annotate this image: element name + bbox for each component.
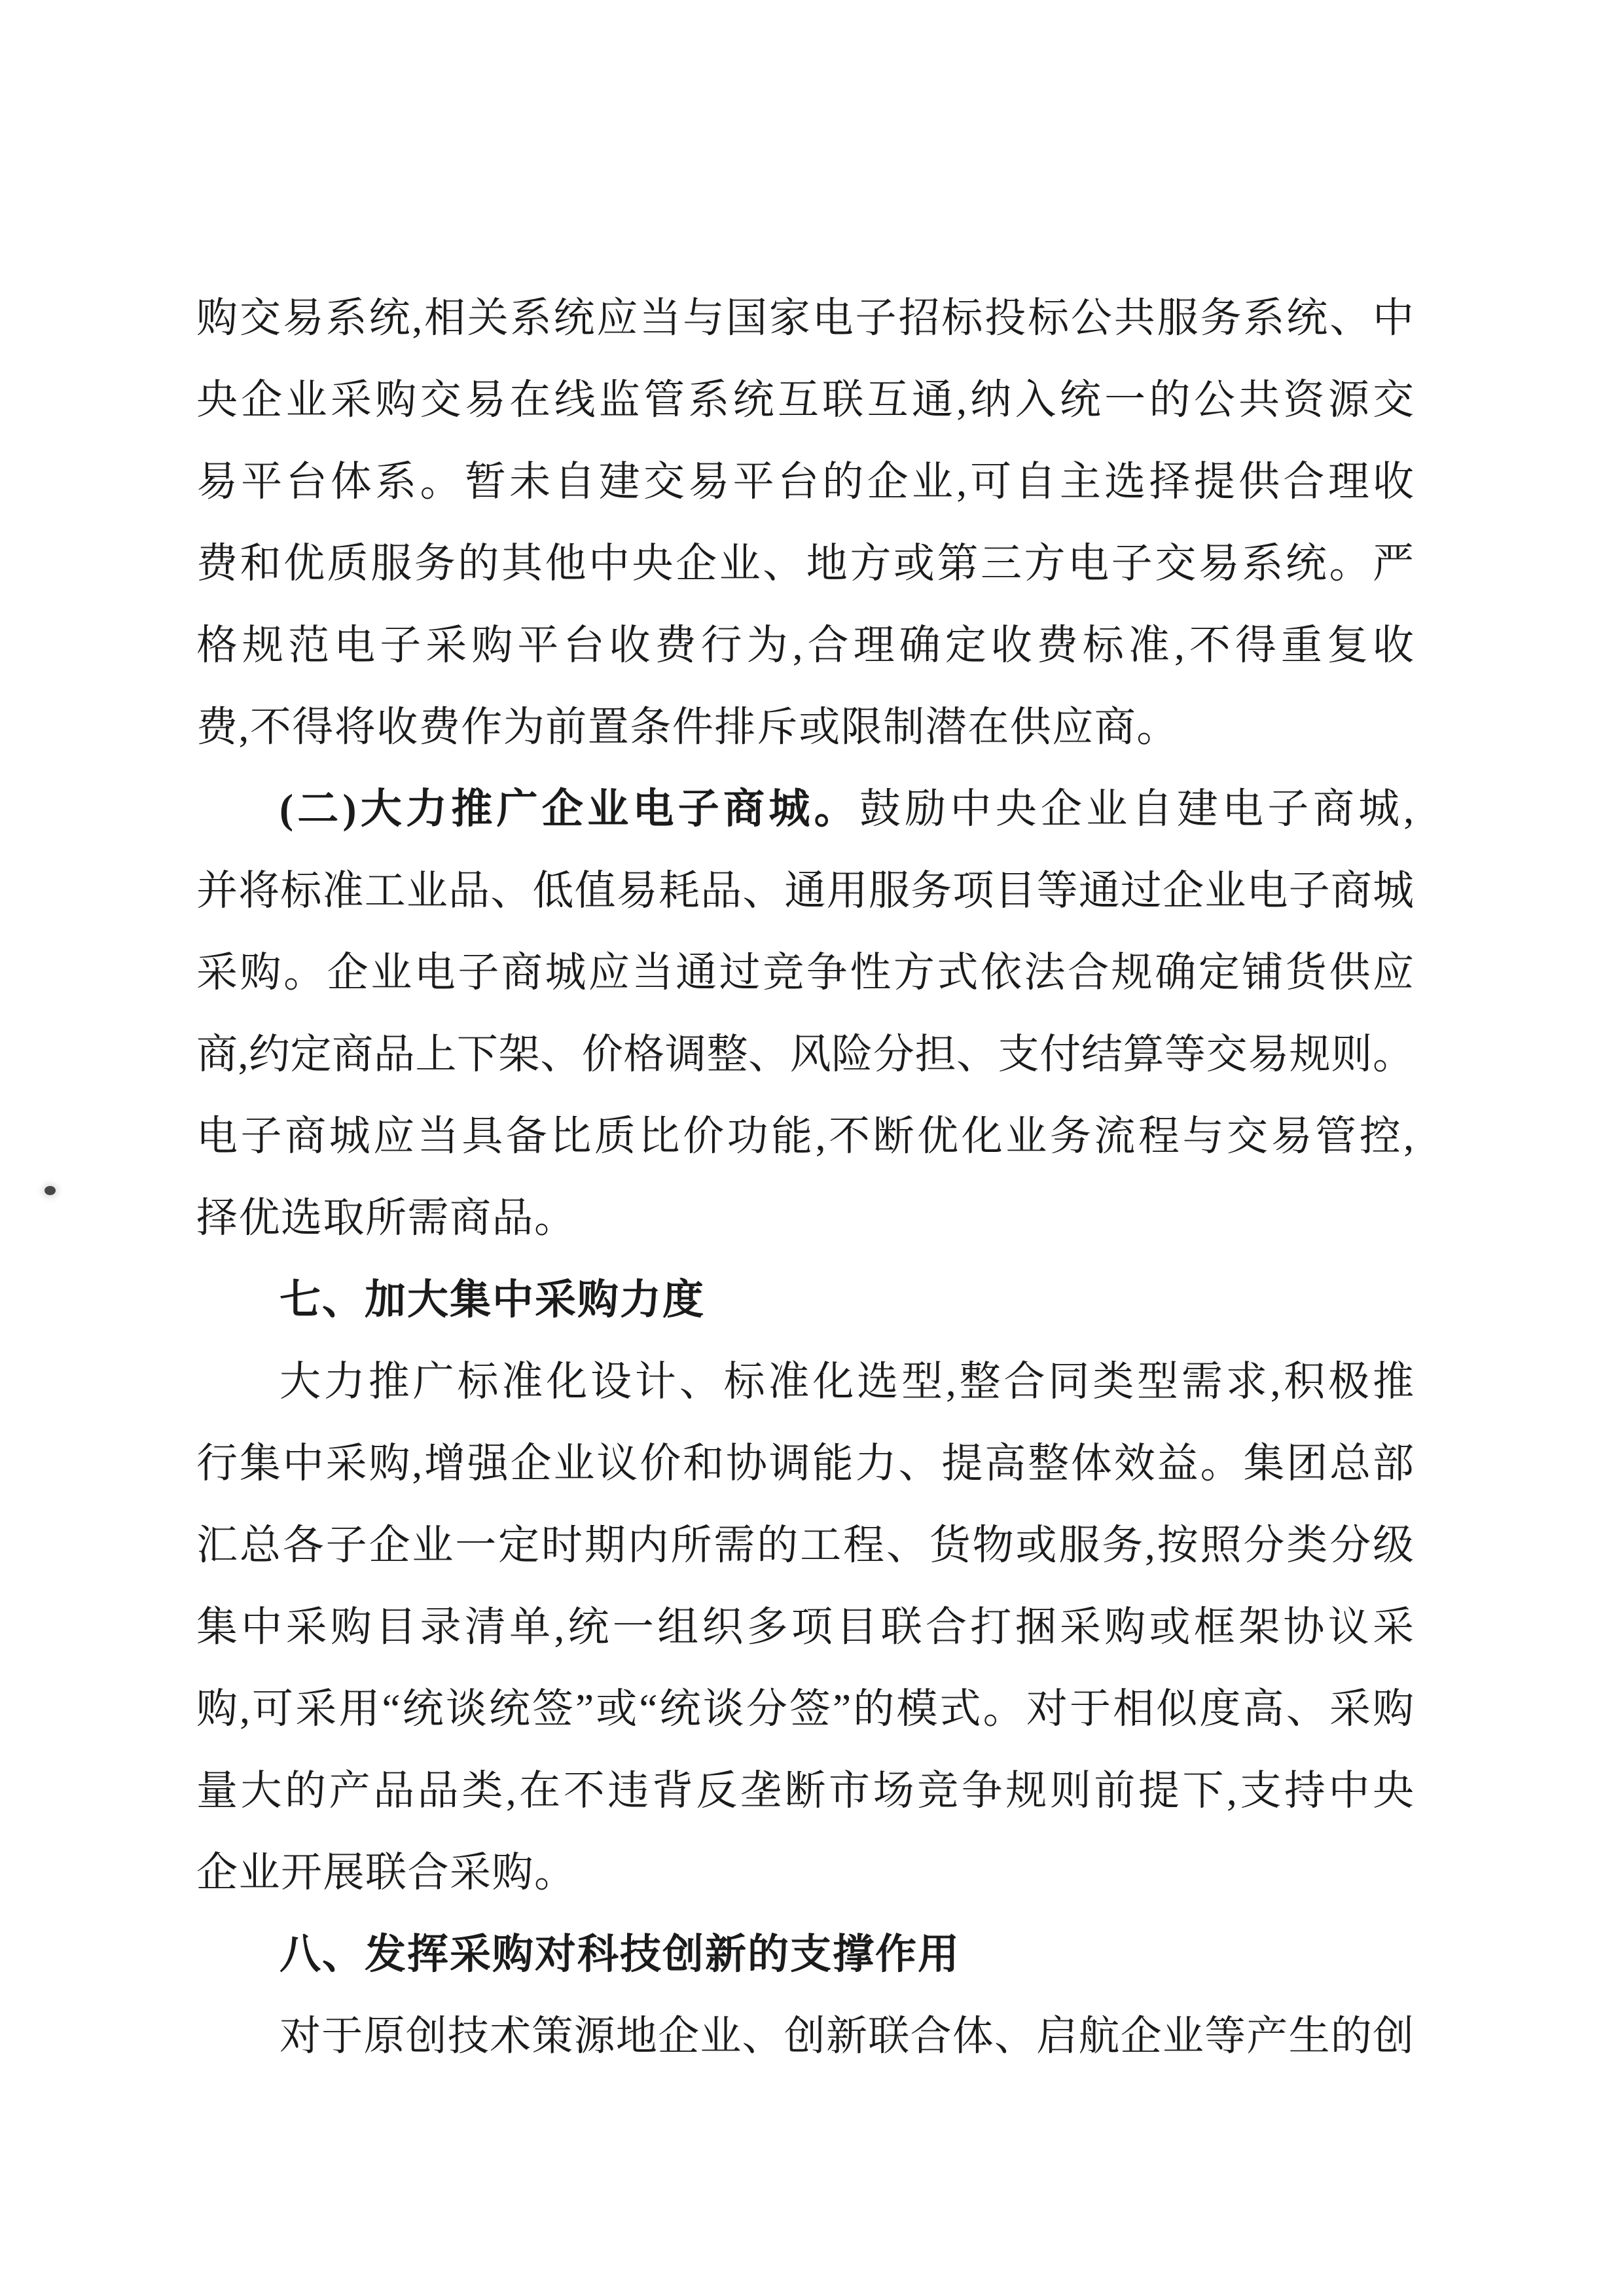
text-line: [196, 1750, 1414, 1832]
body-text: 商,约定商品上下架、价格调整、风险分担、支付结算等交易规则。: [196, 1031, 1414, 1077]
text-line: [196, 1996, 1414, 2077]
body-text: 对于原创技术策源地企业、创新联合体、启航企业等产生的创: [280, 2013, 1414, 2059]
text-line: [196, 359, 1414, 441]
text-line: [196, 523, 1414, 605]
body-text: 采购。企业电子商城应当通过竞争性方式依法合规确定铺货供应: [196, 950, 1414, 996]
text-line: [196, 278, 1414, 359]
text-line: [196, 1341, 1414, 1423]
body-text: 费,不得将收费作为前置条件排斥或限制潜在供应商。: [196, 704, 1179, 750]
body-text: 费和优质服务的其他中央企业、地方或第三方电子交易系统。严: [196, 541, 1414, 586]
body-text: 并将标准工业品、低值易耗品、通用服务项目等通过企业电子商城: [196, 868, 1414, 914]
text-line: [196, 850, 1414, 932]
text-line: [196, 768, 1414, 850]
bold-lead-text: 七、加大集中采购力度: [280, 1277, 705, 1323]
document-text-block: [196, 278, 1414, 2077]
text-line: [196, 1505, 1414, 1587]
text-line: [196, 1096, 1414, 1177]
section-heading: [196, 1259, 1414, 1341]
text-line: [196, 1587, 1414, 1668]
section-heading: [196, 1914, 1414, 1996]
body-text: 集中采购目录清单,统一组织多项目联合打捆采购或框架协议采: [196, 1604, 1414, 1650]
body-text: 量大的产品品类,在不违背反垄断市场竞争规则前提下,支持中央: [196, 1768, 1414, 1814]
body-text: 购交易系统,相关系统应当与国家电子招标投标公共服务系统、中: [196, 295, 1414, 341]
text-line: [196, 605, 1414, 687]
text-line: [196, 1177, 1414, 1259]
text-line: [196, 932, 1414, 1014]
text-line: [196, 1832, 1414, 1914]
body-text: 企业开展联合采购。: [196, 1850, 577, 1895]
body-text: 大力推广标准化设计、标准化选型,整合同类型需求,积极推: [280, 1359, 1414, 1405]
text-line: [196, 441, 1414, 523]
text-line: [196, 1014, 1414, 1096]
body-text: 易平台体系。暂未自建交易平台的企业,可自主选择提供合理收: [196, 459, 1414, 505]
text-line: [196, 687, 1414, 768]
body-text: 购,可采用“统谈统签”或“统谈分签”的模式。对于相似度高、采购: [196, 1686, 1414, 1732]
body-text: 电子商城应当具备比质比价功能,不断优化业务流程与交易管控,: [196, 1113, 1414, 1159]
body-text: 汇总各子企业一定时期内所需的工程、货物或服务,按照分类分级: [196, 1522, 1414, 1568]
body-text: 央企业采购交易在线监管系统互联互通,纳入统一的公共资源交: [196, 377, 1414, 423]
ink-speck-artifact: [45, 1186, 56, 1195]
text-line: [196, 1668, 1414, 1750]
bold-lead-text: (二)大力推广企业电子商城。: [280, 786, 859, 832]
body-text: 格规范电子采购平台收费行为,合理确定收费标准,不得重复收: [196, 622, 1414, 668]
body-text: 鼓励中央企业自建电子商城,: [859, 786, 1415, 832]
text-line: [196, 1423, 1414, 1505]
body-text: 行集中采购,增强企业议价和协调能力、提高整体效益。集团总部: [196, 1441, 1414, 1486]
bold-lead-text: 八、发挥采购对科技创新的支撑作用: [280, 1931, 960, 1977]
body-text: 择优选取所需商品。: [196, 1195, 577, 1241]
